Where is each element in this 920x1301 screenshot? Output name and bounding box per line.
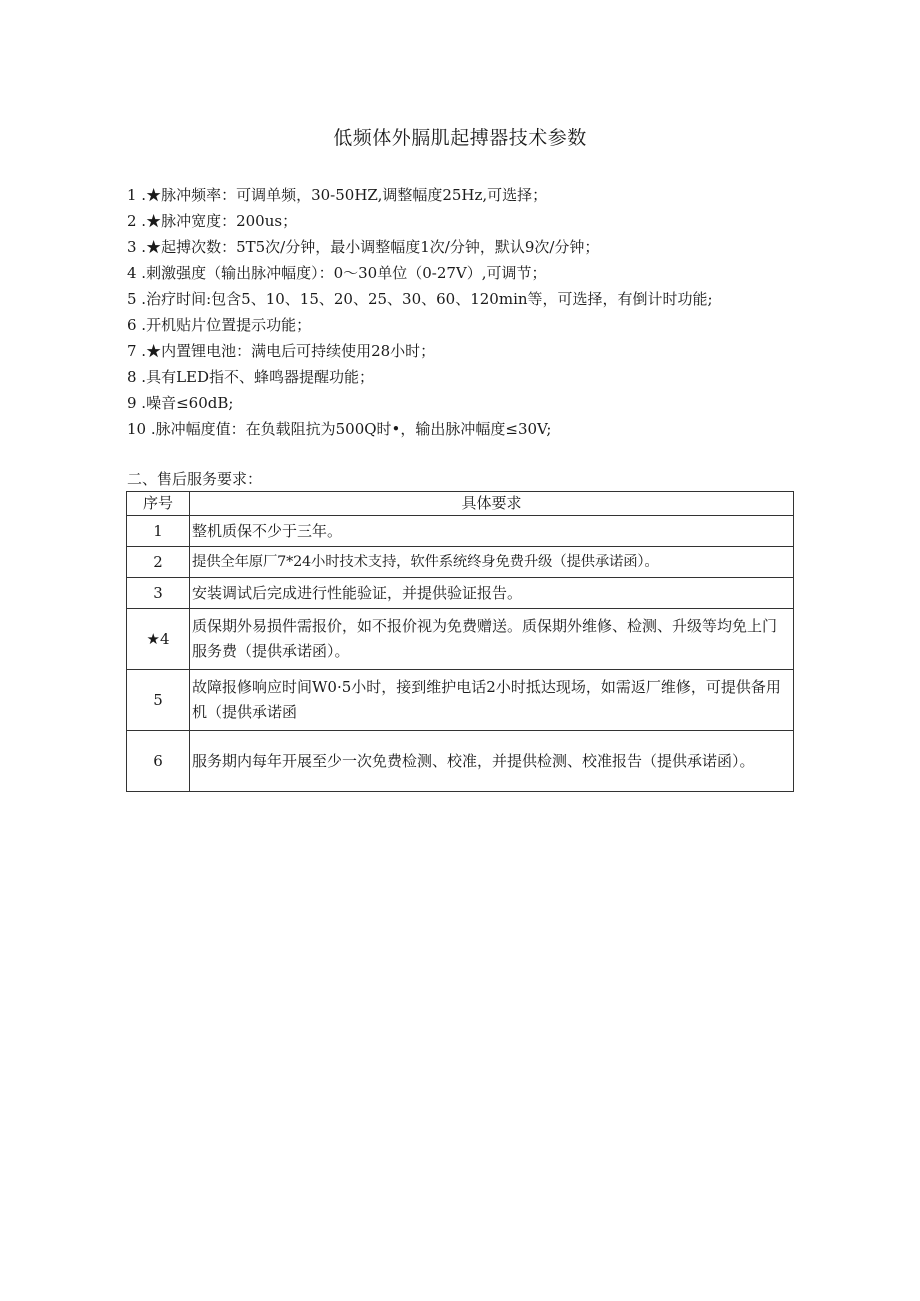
parameter-text: 刺激强度（输出脉冲幅度）：0～30单位（0-27V）,可调节； bbox=[146, 264, 547, 282]
parameter-number: 6 . bbox=[127, 316, 147, 334]
parameter-number: 1 . bbox=[127, 186, 147, 204]
parameter-item bbox=[127, 208, 797, 234]
parameter-number: 3 . bbox=[127, 238, 147, 256]
parameter-number: 7 . bbox=[127, 342, 147, 360]
section-heading-after-sales: 二、售后服务要求： bbox=[127, 470, 263, 488]
table-row bbox=[127, 731, 794, 792]
after-sales-table bbox=[126, 491, 794, 792]
row-requirement: 提供全年原厂7*24小时技术支持，软件系统终身免费升级（提供承诺函）。 bbox=[190, 547, 794, 578]
parameter-text: 治疗时间:包含5、10、15、20、25、30、60、120min等，可选择，有倒计时功能; bbox=[146, 290, 713, 308]
table-row bbox=[127, 516, 794, 547]
table-row bbox=[127, 578, 794, 609]
parameter-item bbox=[127, 364, 797, 390]
parameter-number: 9 . bbox=[127, 394, 147, 412]
parameter-number: 5 . bbox=[127, 290, 147, 308]
row-number: ★4 bbox=[127, 609, 190, 670]
parameter-number: 4 . bbox=[127, 264, 147, 282]
parameter-item bbox=[127, 416, 797, 442]
row-number: 2 bbox=[127, 547, 190, 578]
parameter-text: 开机贴片位置提示功能； bbox=[146, 316, 312, 334]
parameter-text: ★起搏次数：5T5次/分钟，最小调整幅度1次/分钟，默认9次/分钟； bbox=[146, 238, 600, 256]
table-header-row bbox=[127, 492, 794, 516]
row-number: 5 bbox=[127, 670, 190, 731]
row-number: 1 bbox=[127, 516, 190, 547]
row-requirement: 安装调试后完成进行性能验证，并提供验证报告。 bbox=[190, 578, 794, 609]
row-requirement: 质保期外易损件需报价，如不报价视为免费赠送。质保期外维修、检测、升级等均免上门服务费（提供承诺函）。 bbox=[190, 609, 794, 670]
parameter-text: 噪音≤60dB; bbox=[146, 394, 234, 412]
row-requirement: 整机质保不少于三年。 bbox=[190, 516, 794, 547]
parameter-number: 2 . bbox=[127, 212, 147, 230]
parameter-item bbox=[127, 286, 797, 312]
parameter-text: 具有LED指不、蜂鸣器提醒功能； bbox=[146, 368, 375, 386]
row-number: 6 bbox=[127, 731, 190, 792]
table-row bbox=[127, 609, 794, 670]
parameter-item bbox=[127, 312, 797, 338]
parameter-item bbox=[127, 234, 797, 260]
parameter-number: 8 . bbox=[127, 368, 147, 386]
parameter-text: ★脉冲频率：可调单频，30-50HZ,调整幅度25Hz,可选择； bbox=[146, 186, 548, 204]
parameter-item bbox=[127, 260, 797, 286]
parameter-item bbox=[127, 338, 797, 364]
parameter-list bbox=[127, 182, 797, 442]
table-row bbox=[127, 547, 794, 578]
row-number: 3 bbox=[127, 578, 190, 609]
parameter-item bbox=[127, 390, 797, 416]
column-header-requirement: 具体要求 bbox=[190, 492, 794, 516]
parameter-text: ★内置锂电池：满电后可持续使用28小时； bbox=[146, 342, 436, 360]
parameter-item bbox=[127, 182, 797, 208]
document-title: 低频体外膈肌起搏器技术参数 bbox=[333, 127, 587, 149]
parameter-text: ★脉冲宽度：200us； bbox=[146, 212, 298, 230]
column-header-number: 序号 bbox=[127, 492, 190, 516]
table-row bbox=[127, 670, 794, 731]
row-requirement: 故障报修响应时间W0·5小时，接到维护电话2小时抵达现场，如需返厂维修，可提供备用机（提供承诺函 bbox=[190, 670, 794, 731]
parameter-text: 脉冲幅度值：在负载阻抗为500Q时•，输出脉冲幅度≤30V; bbox=[155, 420, 552, 438]
parameter-number: 10 . bbox=[127, 420, 156, 438]
row-requirement: 服务期内每年开展至少一次免费检测、校准，并提供检测、校准报告（提供承诺函）。 bbox=[190, 731, 794, 792]
